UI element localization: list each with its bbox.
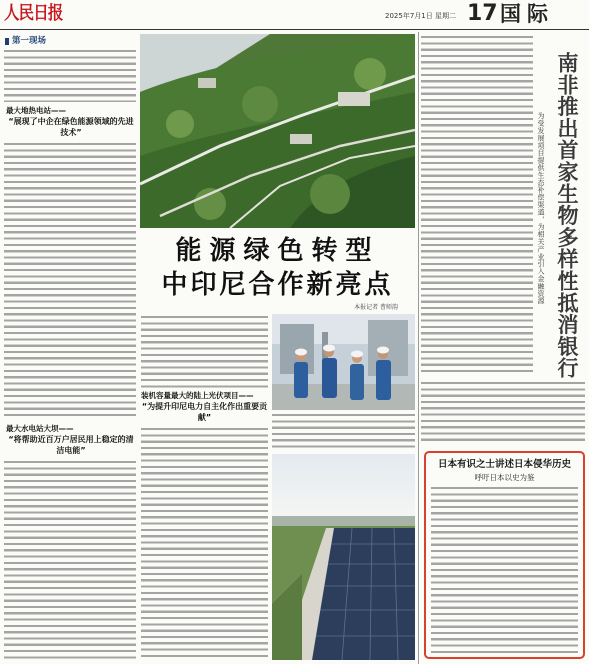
side-story-body-text	[421, 36, 533, 376]
power-workers-photo	[272, 314, 415, 410]
column-divider	[418, 32, 419, 664]
boxed-story-headline: 日本有识之士讲述日本侵华历史	[437, 459, 571, 470]
lead-story-body-text	[141, 316, 268, 388]
side-story-body-text	[421, 382, 585, 444]
subhead-quote: “将帮助近百万户居民用上稳定的清洁电能”	[8, 435, 134, 455]
subhead-quote: “展现了中企在绿色能源领域的先进技术”	[8, 117, 134, 137]
lead-story-body-text	[4, 461, 136, 660]
issue-date: 2025年7月1日 星期二	[385, 12, 456, 20]
lead-story-body-text	[272, 414, 415, 449]
boxed-story	[424, 451, 585, 659]
side-story-headline: 南非推出首家生物多样性抵消银行	[555, 52, 579, 379]
solar-dam-photo	[272, 454, 415, 660]
lead-byline: 本报记者 曹师韵	[354, 304, 398, 311]
subhead-lead: 最大水电站大坝——	[6, 424, 74, 433]
lead-story-body-text	[4, 50, 136, 102]
lead-headline-line-1: 能源绿色转型	[175, 236, 380, 266]
page-number: 17	[467, 1, 498, 26]
subhead-hydropower	[6, 424, 136, 456]
boxed-story-subtitle: 呼吁日本以史为鉴	[474, 473, 535, 482]
masthead-rule	[0, 29, 589, 30]
subhead-solar	[141, 391, 268, 423]
section-title: 国际	[500, 2, 554, 26]
subhead-quote: “为提升印尼电力自主化作出重要贡献”	[141, 402, 268, 422]
lead-headline-line-2: 中印尼合作新亮点	[161, 270, 394, 300]
subhead-lead: 装机容量最大的陆上光伏项目——	[141, 391, 254, 400]
section-label: 第一现场	[12, 36, 47, 46]
side-story-subtitle: 为受发展项目提供生态补偿渠道，为相关产业引入金融资源	[537, 112, 545, 305]
subhead-geothermal	[6, 106, 136, 138]
lead-story-body-text	[4, 143, 136, 420]
geothermal-plant-photo	[140, 34, 415, 228]
boxed-story-body-text	[431, 487, 578, 653]
masthead-logo: 人民日报	[4, 3, 63, 24]
subhead-lead: 最大地热电站——	[6, 106, 66, 115]
lead-story-body-text	[141, 428, 268, 660]
